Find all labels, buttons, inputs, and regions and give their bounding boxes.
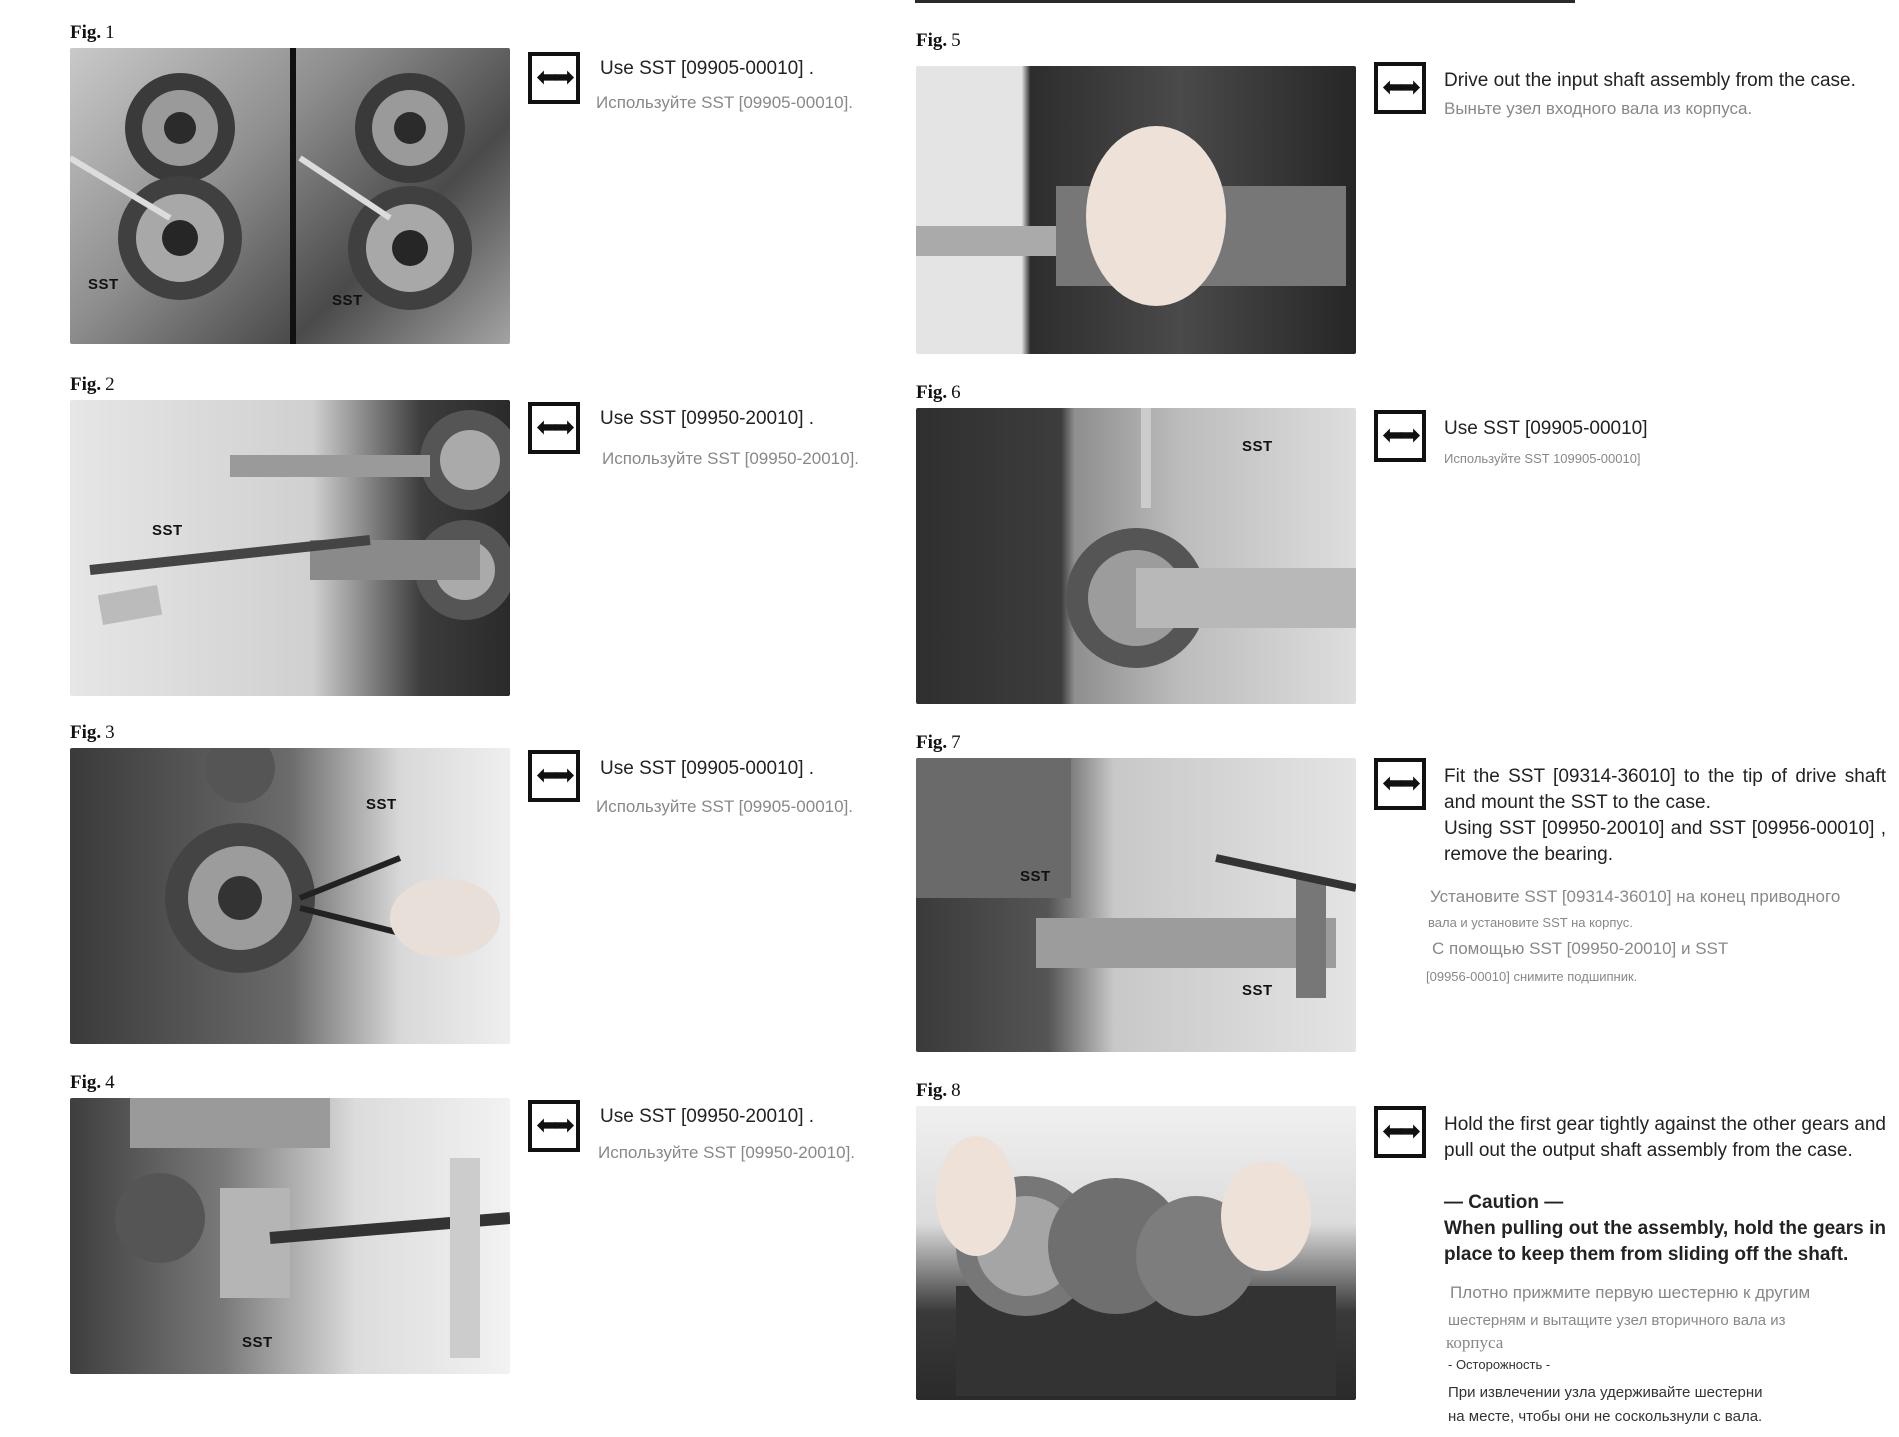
fig-7-instruction-en-1: Fit the SST [09314-36010] to the tip of drive shaft and mount the SST to the case. [1444,766,1886,813]
fig-1-photo [70,48,510,344]
fig-7-sst-label-b: SST [1242,982,1273,999]
fig-5-label: Fig. 5 [916,30,961,51]
fig-6-label: Fig. 6 [916,382,961,403]
fig-1-label: Fig. 1 [70,22,115,43]
fig-2-label: Fig. 2 [70,374,115,395]
fig-6-sst-label: SST [1242,438,1273,455]
remove-arrows-icon: ⬅➡ [528,1100,580,1152]
fig-4-sst-label: SST [242,1334,273,1351]
fig-3-instruction-ru: Используйте SST [09905-00010]. [596,797,854,816]
fig-1-sst-label-a: SST [88,276,119,293]
fig-4-photo [70,1098,510,1374]
fig-8-instruction-ru-2: шестерням и вытащите узел вторичного вала из [1448,1312,1786,1329]
fig-7-instruction-ru-2: вала и установите SST на корпус. [1428,915,1633,930]
fig-7-label: Fig. 7 [916,732,961,753]
fig-4-instruction-ru: Используйте SST [09950-20010]. [598,1143,856,1162]
fig-7-photo [916,758,1356,1052]
fig-8-photo [916,1106,1356,1400]
fig-8-instruction-ru-3: корпуса [1446,1333,1504,1352]
fig-7-sst-label-a: SST [1020,868,1051,885]
fig-2-instruction-ru: Используйте SST [09950-20010]. [602,449,860,468]
fig-5-photo [916,66,1356,354]
remove-arrows-icon: ⬅➡ [528,402,580,454]
fig-6-instruction-en: Use SST [09905-00010] [1444,418,1648,439]
fig-8-instruction-en-2: When pulling out the assembly, hold the gears in place to keep them from sliding off the shaft. [1444,1218,1886,1265]
fig-8-instruction-en-1: Hold the first gear tightly against the other gears and pull out the output shaft assembly from the case. [1444,1114,1886,1161]
fig-7-instruction-en-2: Using SST [09950-20010] and SST [09956-00010] , remove the bearing. [1444,818,1886,865]
fig-8-instruction-ru-5: на месте, чтобы они не соскользнули с вала. [1448,1408,1763,1425]
fig-2-sst-label: SST [152,522,183,539]
fig-3-instruction-en: Use SST [09905-00010] . [600,758,815,779]
fig-1-instruction-ru: Используйте SST [09905-00010]. [596,93,854,112]
fig-8-instruction-ru-4: При извлечении узла удерживайте шестерни [1448,1384,1763,1401]
fig-7-instruction-ru-4: [09956-00010] снимите подшипник. [1426,969,1638,984]
fig-3-sst-label: SST [366,796,397,813]
fig-8-label: Fig. 8 [916,1080,961,1101]
remove-arrows-icon: ⬅➡ [528,750,580,802]
fig-6-instruction-ru: Используйте SST 109905-00010] [1444,451,1641,466]
fig-1-sst-label-b: SST [332,292,363,309]
fig-8-instruction-ru-1: Плотно прижмите первую шестерню к другим [1450,1283,1811,1302]
fig-4-instruction-en: Use SST [09950-20010] . [600,1106,815,1127]
fig-3-label: Fig. 3 [70,722,115,743]
top-rule [915,0,1575,3]
remove-arrows-icon: ⬅➡ [1374,1106,1426,1158]
fig-5-instruction-ru: Выньте узел входного вала из корпуса. [1444,99,1753,118]
fig-2-photo [70,400,510,696]
remove-arrows-icon: ⬅➡ [1374,410,1426,462]
fig-7-instruction-ru-1: Установите SST [09314-36010] на конец приводного [1430,887,1841,906]
fig-8-caution-ru: - Осторожность - [1448,1357,1551,1372]
fig-8-caution-en: — Caution — [1444,1192,1564,1213]
fig-3-photo [70,748,510,1044]
remove-arrows-icon: ⬅➡ [1374,62,1426,114]
fig-2-instruction-en: Use SST [09950-20010] . [600,408,815,429]
fig-5-instruction-en: Drive out the input shaft assembly from the case. [1444,70,1856,91]
fig-4-label: Fig. 4 [70,1072,115,1093]
fig-1-instruction-en: Use SST [09905-00010] . [600,58,815,79]
remove-arrows-icon: ⬅➡ [528,52,580,104]
remove-arrows-icon: ⬅➡ [1374,758,1426,810]
fig-6-photo [916,408,1356,704]
fig-7-instruction-ru-3: С помощью SST [09950-20010] и SST [1432,939,1729,958]
